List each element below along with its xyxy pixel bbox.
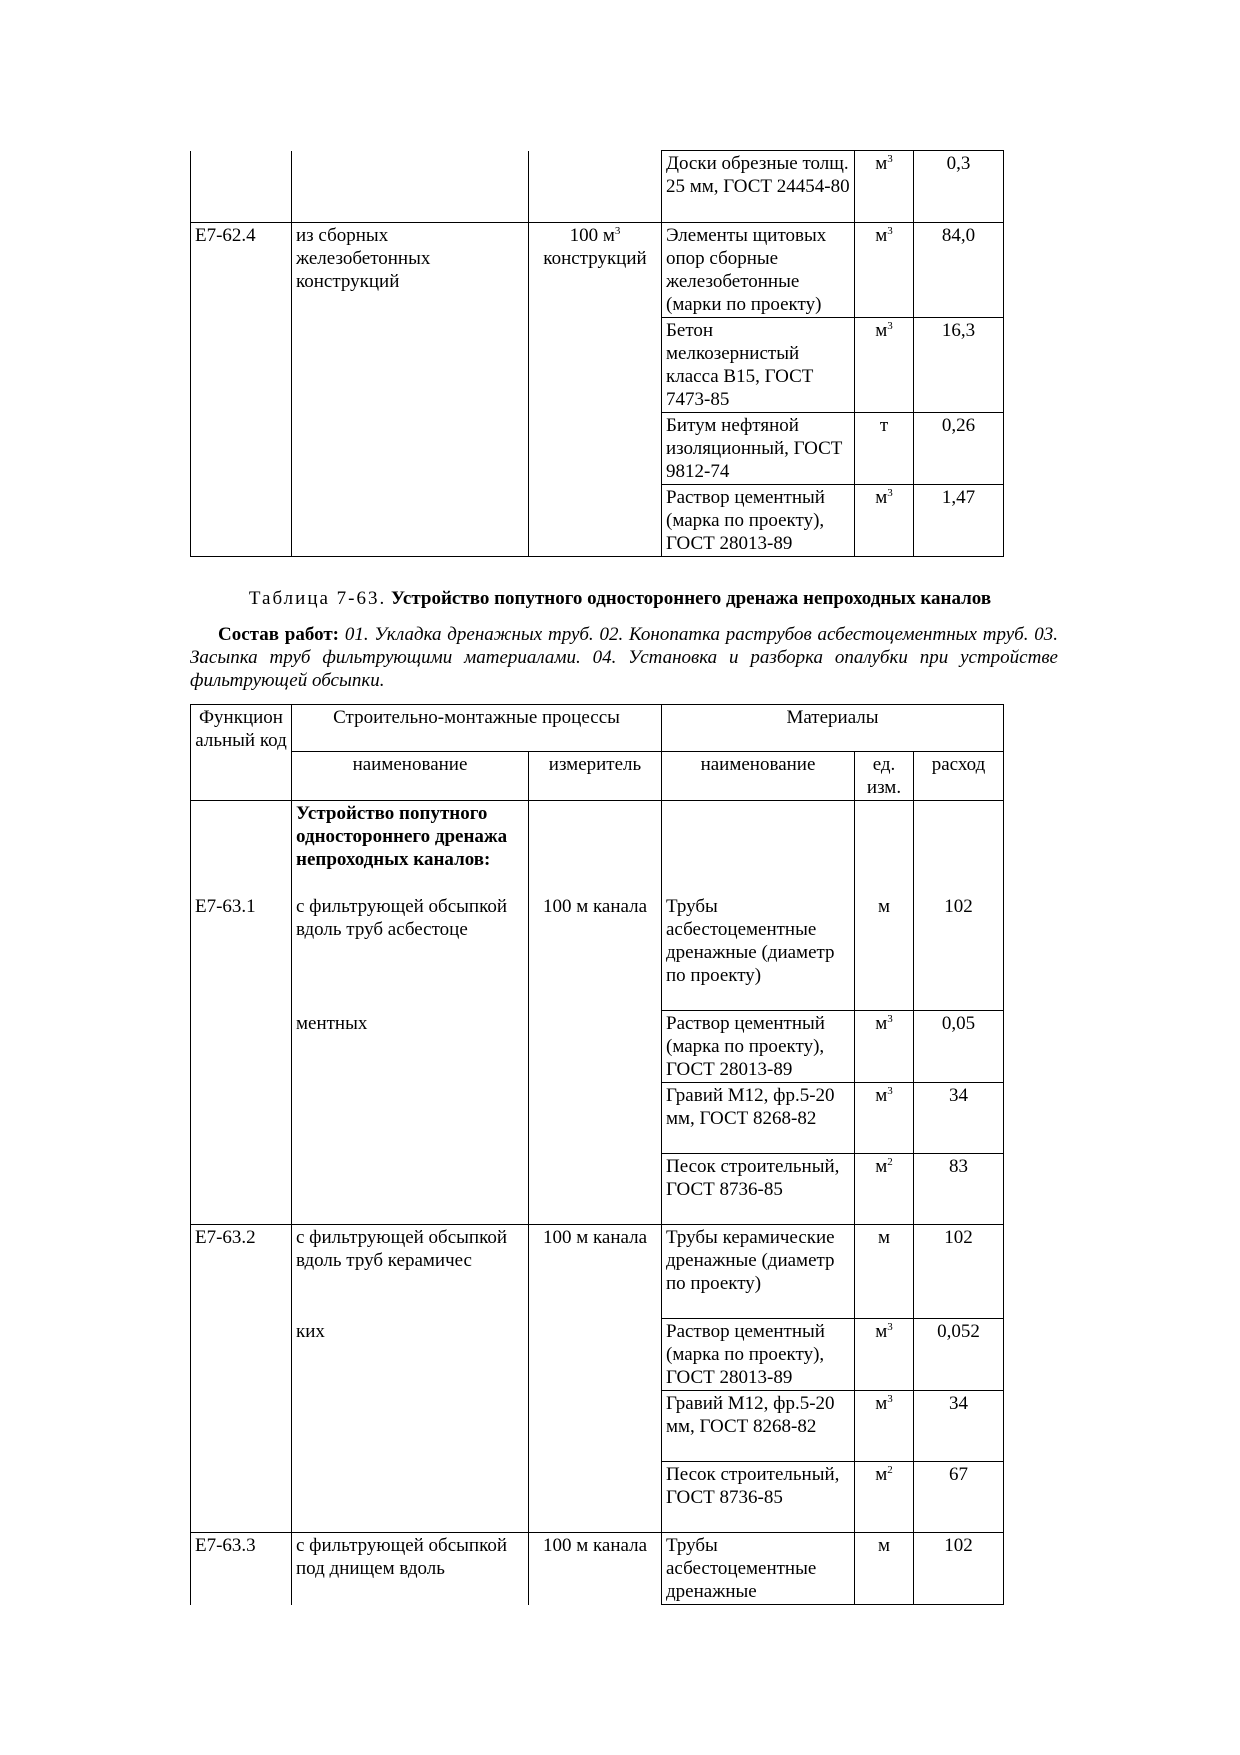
material-cell: Бетон мелкозернистый класса В15, ГОСТ 7473-85 bbox=[662, 318, 855, 413]
unit-cell: м bbox=[855, 894, 914, 1011]
rate-cell: 0,3 bbox=[914, 151, 1004, 223]
meter-cell: 100 $м^3$ конструкций bbox=[529, 223, 662, 318]
name-cell: ментных bbox=[292, 1011, 529, 1083]
code-cell: Е7-62.4 bbox=[191, 223, 292, 318]
rate-cell: 34 bbox=[914, 1391, 1004, 1462]
unit-cell: $м^3$ bbox=[855, 1391, 914, 1462]
work-composition-lead: Состав работ: bbox=[218, 624, 340, 645]
top-materials-table bbox=[190, 150, 1004, 557]
table-row bbox=[191, 1225, 1004, 1319]
unit-cell: $м^3$ bbox=[855, 485, 914, 557]
material-cell: Песок строительный, ГОСТ 8736-85 bbox=[662, 1462, 855, 1533]
table-row bbox=[191, 1462, 1004, 1533]
rate-cell: 16,3 bbox=[914, 318, 1004, 413]
unit-cell: $м^3$ bbox=[855, 1083, 914, 1154]
name-cell bbox=[292, 151, 529, 223]
caption-label: Таблица 7-63. bbox=[248, 588, 387, 609]
material-cell: Песок строительный, ГОСТ 8736-85 bbox=[662, 1154, 855, 1225]
material-cell: Раствор цементный (марка по проекту), ГОСТ 28013-89 bbox=[662, 485, 855, 557]
meter-cell: 100 м канала bbox=[529, 894, 662, 1011]
table-row bbox=[191, 894, 1004, 1011]
table-row bbox=[191, 485, 1004, 557]
code-cell: Е7-63.1 bbox=[191, 894, 292, 1011]
material-cell: Гравий М12, фр.5-20 мм, ГОСТ 8268-82 bbox=[662, 1083, 855, 1154]
header-mat-name: наименование bbox=[662, 752, 855, 801]
rate-cell: 0,26 bbox=[914, 413, 1004, 485]
unit-cell: м bbox=[855, 1533, 914, 1605]
material-cell: Трубы асбестоцементные дренажные bbox=[662, 1533, 855, 1605]
rate-cell: 67 bbox=[914, 1462, 1004, 1533]
header-row bbox=[191, 705, 1004, 752]
meter-cell: 100 м канала bbox=[529, 1225, 662, 1319]
name-cell: из сборных железобетонных конструкций bbox=[292, 223, 529, 318]
table-row bbox=[191, 1533, 1004, 1605]
material-cell: Раствор цементный (марка по проекту), ГОСТ 28013-89 bbox=[662, 1011, 855, 1083]
unit-cell: $м^2$ bbox=[855, 1154, 914, 1225]
material-cell: Элементы щитовых опор сборные железобетонные (марки по проекту) bbox=[662, 223, 855, 318]
material-cell: Трубы асбестоцементные дренажные (диаметр по проекту) bbox=[662, 894, 855, 1011]
table-row bbox=[191, 1083, 1004, 1154]
header-processes: Строительно-монтажные процессы bbox=[292, 705, 662, 752]
work-composition bbox=[190, 623, 1058, 692]
table-row bbox=[191, 1011, 1004, 1083]
material-cell: Гравий М12, фр.5-20 мм, ГОСТ 8268-82 bbox=[662, 1391, 855, 1462]
main-norms-table bbox=[190, 704, 1004, 1605]
rate-cell: 102 bbox=[914, 894, 1004, 1011]
work-composition-text: 01. Укладка дренажных труб. 02. Конопатка раструбов асбестоцементных труб. 03. Засыпка труб фильтрующими материалами. 04. Установка и разборка опалубки при устройстве фильтрующей обсыпки. bbox=[190, 624, 1058, 691]
table-row bbox=[191, 1391, 1004, 1462]
header-materials: Материалы bbox=[662, 705, 1004, 752]
name-cell: с фильтрующей обсыпкой под днищем вдоль bbox=[292, 1533, 529, 1605]
table-row bbox=[191, 318, 1004, 413]
name-cell: с фильтрующей обсыпкой вдоль труб керамичес bbox=[292, 1225, 529, 1319]
unit-cell: $м^3$ bbox=[855, 1319, 914, 1391]
code-cell bbox=[191, 151, 292, 223]
group-title: Устройство попутного одностороннего дренажа непроходных каналов: bbox=[292, 801, 529, 894]
rate-cell: 83 bbox=[914, 1154, 1004, 1225]
rate-cell: 102 bbox=[914, 1225, 1004, 1319]
table-row bbox=[191, 413, 1004, 485]
rate-cell: 0,05 bbox=[914, 1011, 1004, 1083]
material-cell: Раствор цементный (марка по проекту), ГОСТ 28013-89 bbox=[662, 1319, 855, 1391]
header-unit: ед. изм. bbox=[855, 752, 914, 801]
header-meter: измеритель bbox=[529, 752, 662, 801]
unit-cell: м bbox=[855, 1225, 914, 1319]
rate-cell: 0,052 bbox=[914, 1319, 1004, 1391]
rate-cell: 34 bbox=[914, 1083, 1004, 1154]
unit-cell: $м^3$ bbox=[855, 318, 914, 413]
table-row bbox=[191, 151, 1004, 223]
caption-title: Устройство попутного одностороннего дренажа непроходных каналов bbox=[391, 588, 992, 609]
header-name: наименование bbox=[292, 752, 529, 801]
meter-cell: 100 м канала bbox=[529, 1533, 662, 1605]
table-caption bbox=[0, 587, 1240, 610]
name-cell: ких bbox=[292, 1319, 529, 1391]
material-cell: Доски обрезные толщ. 25 мм, ГОСТ 24454-80 bbox=[662, 151, 855, 223]
material-cell: Битум нефтяной изоляционный, ГОСТ 9812-74 bbox=[662, 413, 855, 485]
unit-cell: $м^3$ bbox=[855, 1011, 914, 1083]
material-cell: Трубы керамические дренажные (диаметр по проекту) bbox=[662, 1225, 855, 1319]
code-cell: Е7-63.2 bbox=[191, 1225, 292, 1319]
table-row bbox=[191, 1319, 1004, 1391]
unit-cell: $м^3$ bbox=[855, 223, 914, 318]
table-row bbox=[191, 223, 1004, 318]
header-rate: расход bbox=[914, 752, 1004, 801]
unit-cell: $м^3$ bbox=[855, 151, 914, 223]
table-row bbox=[191, 1154, 1004, 1225]
rate-cell: 102 bbox=[914, 1533, 1004, 1605]
header-row bbox=[191, 752, 1004, 801]
code-cell: Е7-63.3 bbox=[191, 1533, 292, 1605]
unit-cell: т bbox=[855, 413, 914, 485]
name-cell: с фильтрующей обсыпкой вдоль труб асбестоце bbox=[292, 894, 529, 1011]
header-func-code: Функцион альный код bbox=[191, 705, 292, 801]
rate-cell: 84,0 bbox=[914, 223, 1004, 318]
group-title-row bbox=[191, 801, 1004, 894]
rate-cell: 1,47 bbox=[914, 485, 1004, 557]
meter-cell bbox=[529, 151, 662, 223]
unit-cell: $м^2$ bbox=[855, 1462, 914, 1533]
